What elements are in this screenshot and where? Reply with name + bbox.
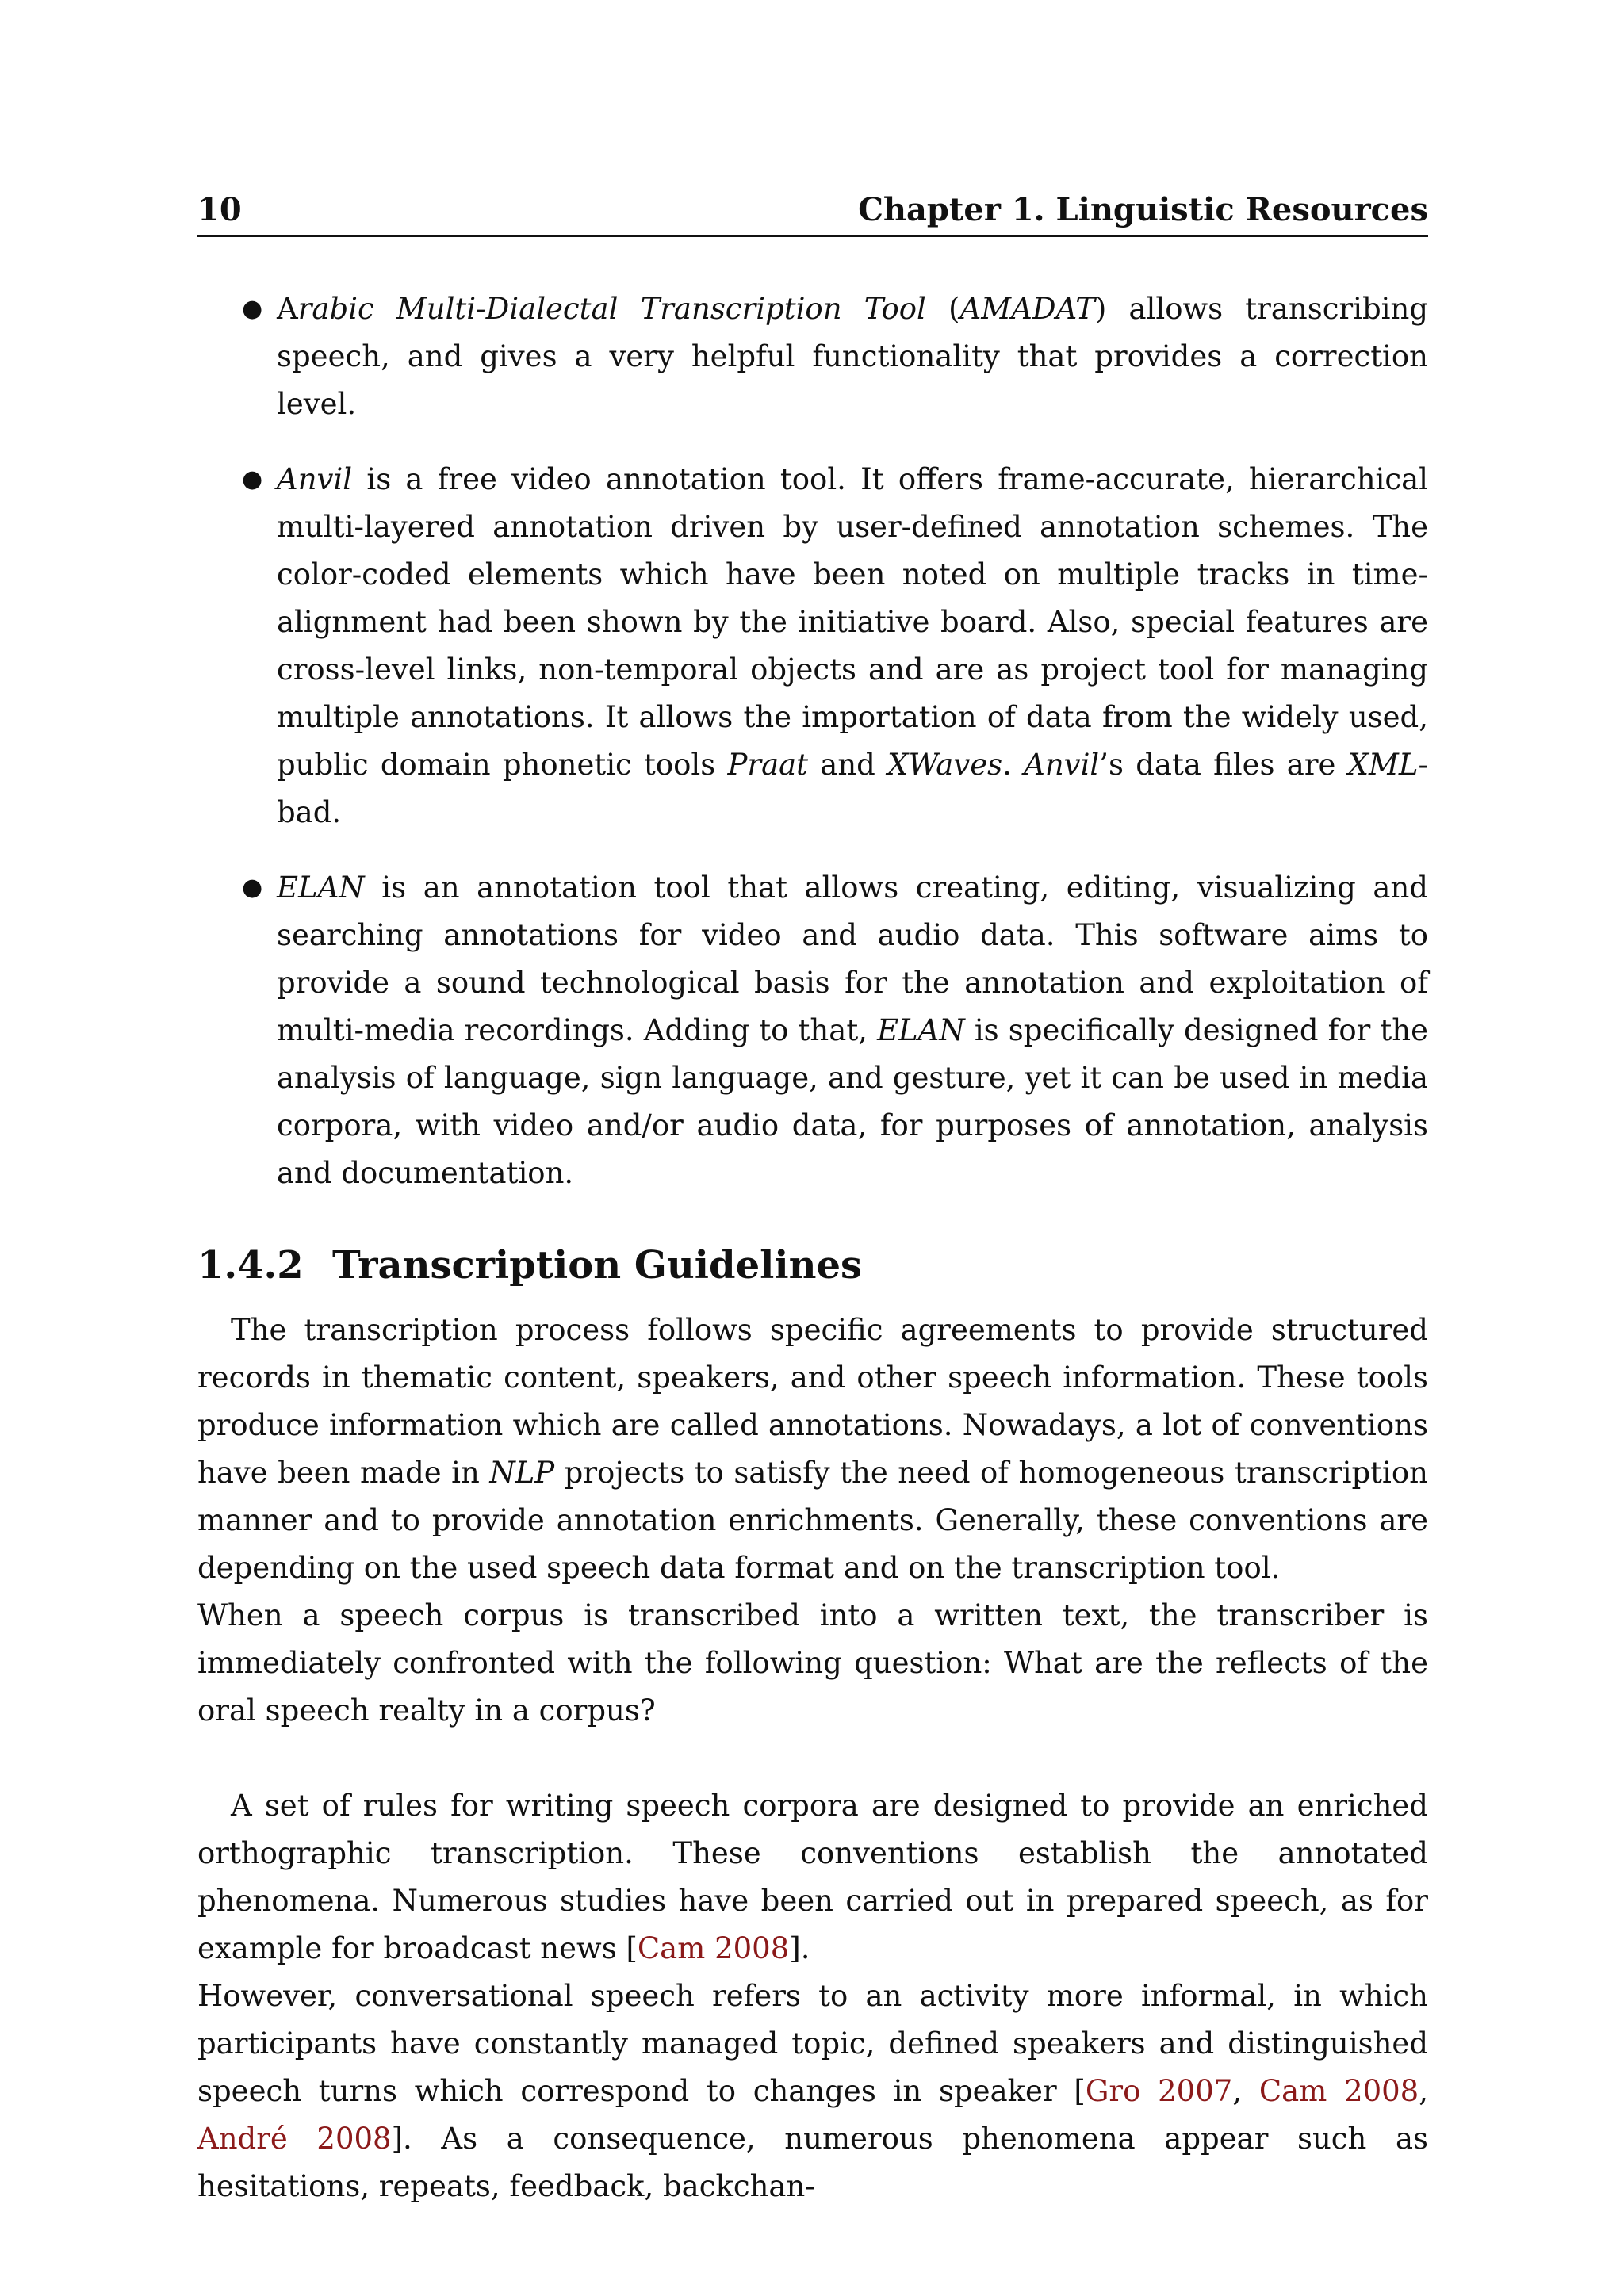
tool-name: ELAN: [877, 1013, 965, 1047]
tool-name: ELAN: [277, 871, 365, 905]
tool-name: Anvil: [277, 462, 353, 496]
paragraph: [197, 1307, 1428, 1592]
paragraph-text: ]. As a consequence, numerous phenomena appear such as hesitations, repeats, feedback, backchan-: [197, 2122, 1428, 2203]
item-text: is an annotation tool that allows creating, editing, visualizing and searching annotations for video and audio data. This software aims to provide a sound technological basis for the annotation and exploitation of multi-media recordings. Adding to that,: [277, 871, 1428, 1047]
citation-link[interactable]: Cam 2008: [1258, 2074, 1419, 2108]
section-heading: [197, 1242, 1428, 1289]
citation-link[interactable]: Gro 2007: [1085, 2074, 1233, 2108]
item-text: is a free video annotation tool. It offers frame-accurate, hierarchical multi-layered annotation driven by user-defined annotation schemes. The color-coded elements which have been noted on multiple tracks in time-alignment had been shown by the initiative board. Also, special features are cross-level links, non-temporal objects and are as project tool for managing multiple annotations. It allows the importation of data from the widely used, public domain phonetic tools: [277, 462, 1428, 782]
item-text: is specifically designed for the analysis of language, sign language, and gesture, yet it can be used in media corpora, with video and/or audio data, for purposes of annotation, analysis and documentation.: [277, 1013, 1428, 1190]
paragraph-text: However, conversational speech refers to an activity more informal, in which participants have constantly managed topic, defined speakers and distinguished speech turns which correspond to changes in speaker [: [197, 1979, 1428, 2108]
list-item: [197, 285, 1428, 428]
section-number: 1.4.2: [197, 1243, 304, 1288]
citation-link[interactable]: André 2008: [197, 2122, 392, 2156]
paragraph-text: projects to satisfy the need of homogeneous transcription manner and to provide annotation enrichments. Generally, these conventions are depending on the used speech data format and on the transcription tool.: [197, 1456, 1428, 1585]
bullet-icon: ●: [242, 874, 263, 901]
paragraph-text: A set of rules for writing speech corpora are designed to provide an enriched orthographic transcription. These conventions establish the annotated phenomena. Numerous studies have been carried out in prepared speech, as for example for broadcast news [: [197, 1789, 1428, 1965]
tool-name: XWaves: [887, 748, 1003, 782]
paragraph: [197, 1973, 1428, 2210]
tool-name: Anvil: [1024, 748, 1100, 782]
chapter-title: Chapter 1. Linguistic Resources: [858, 191, 1428, 228]
text-fragment: ,: [1419, 2074, 1428, 2108]
tool-list: [197, 285, 1428, 1197]
running-header: [197, 189, 1428, 237]
bullet-icon: ●: [242, 295, 263, 323]
text-fragment: ].: [789, 1931, 810, 1965]
format-name: XML: [1347, 748, 1419, 782]
page-number: 10: [197, 191, 242, 228]
paragraph: [197, 1592, 1428, 1735]
tool-name-initial: A: [277, 292, 298, 326]
item-text: ) allows transcribing speech, and gives a very helpful functionality that provides a correction level.: [277, 292, 1429, 421]
tool-name: Praat: [727, 748, 809, 782]
text-fragment: and: [808, 748, 888, 782]
page-body: [197, 285, 1428, 2210]
paragraph: [197, 1782, 1428, 1973]
citation-link[interactable]: Cam 2008: [637, 1931, 790, 1965]
item-text: ’s data files are: [1099, 748, 1348, 782]
acronym: NLP: [489, 1456, 555, 1490]
section-title: Transcription Guidelines: [332, 1243, 863, 1288]
text-fragment: (: [925, 292, 960, 326]
list-item: [197, 456, 1428, 836]
item-text: -bad.: [277, 748, 1428, 829]
tool-abbreviation: AMADAT: [959, 292, 1095, 326]
paragraph-text: The transcription process follows specific agreements to provide structured records in thematic content, speakers, and other speech information. These tools produce information which are called annotations. Nowadays, a lot of conventions have been made in: [197, 1313, 1428, 1490]
text-fragment: ,: [1232, 2074, 1259, 2108]
bullet-icon: ●: [242, 465, 263, 493]
paragraph-text: When a speech corpus is transcribed into a written text, the transcriber is immediately confronted with the following question: What are the reflects of the oral speech realty in a corpus?: [197, 1598, 1428, 1728]
list-item: [197, 864, 1428, 1197]
tool-name: rabic Multi-Dialectal Transcription Tool: [297, 292, 926, 326]
text-fragment: .: [1002, 748, 1025, 782]
